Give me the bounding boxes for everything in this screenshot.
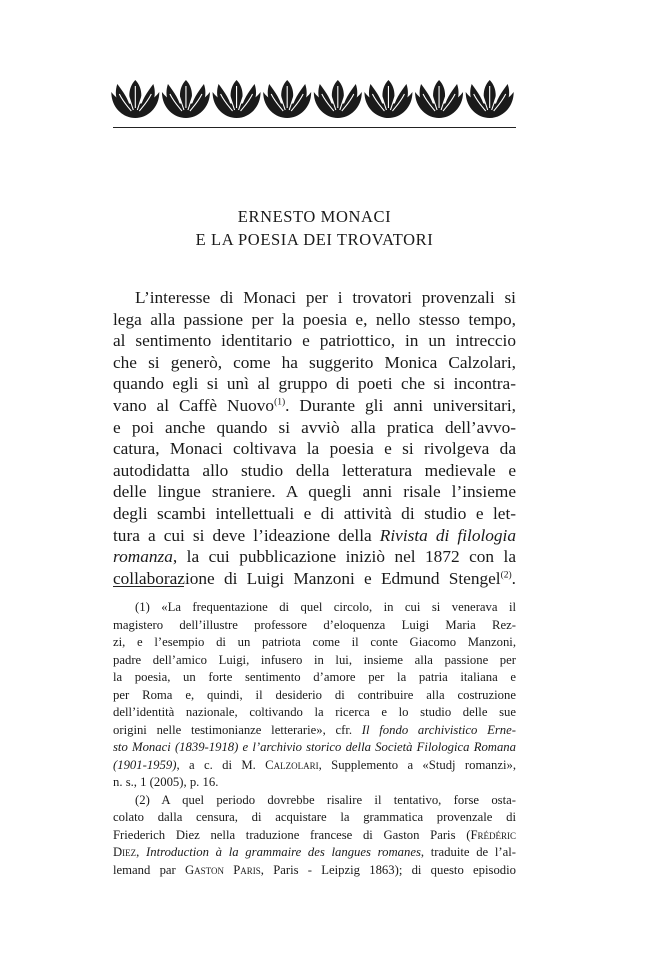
journal-title-italic: romanza [113, 547, 173, 567]
lotus-flower-icon [466, 80, 514, 118]
body-text-run: vano al Caffè Nuovo [113, 395, 275, 415]
footnotes [113, 599, 516, 879]
footnote-text-run: , Supplemento a «Studj romanzi», [318, 757, 517, 772]
body-text-run: . [511, 568, 516, 588]
footnote-text-run: , [136, 845, 147, 859]
body-line: delle lingue straniere. A quegli anni risale l’insieme [113, 482, 516, 502]
body-line [113, 546, 516, 568]
body-line: quando egli si unì al gruppo di poeti che si incontra- [113, 374, 516, 394]
body-line [113, 395, 516, 417]
footnote-1-line [113, 739, 516, 757]
footnote-text-run: «La frequentazione di quel circolo, in cui si venerava il [161, 600, 517, 614]
footnote-2-mark: (2) [135, 792, 150, 807]
footnote-1-line: padre dell’amico Luigi, infusero in lui, insieme alla passione per [113, 652, 516, 667]
footnote-text-run: origini nelle testimonianze letterarie», cfr. [113, 722, 362, 737]
ornament-band [110, 78, 515, 120]
footnote-ref-1[interactable]: (1) [274, 397, 286, 408]
body-line: catura, Monaci coltivava la poesia e si rivolgeva da [113, 439, 516, 459]
footnote-2-line [113, 862, 516, 880]
title-line-2: E LA POESIA DEI TROVATORI [195, 230, 434, 249]
cited-title-italic: Il fondo archivistico Erne- [361, 722, 516, 737]
cited-title-italic: sto Monaci (1839-1918) e l’archivio storico della Società Filologica Romana [113, 740, 516, 754]
footnote-1-line: dell’identità nazionale, coltivando la ricerca e lo studio delle sue [113, 705, 516, 719]
footnote-1-line [113, 757, 516, 775]
footnote-text-run: , Paris - Leipzig 1863); di questo episodio [260, 862, 517, 877]
author-small-caps: Calzolari [265, 757, 319, 772]
body-text-run: tura a cui si deve l’ideazione della [113, 525, 380, 545]
body-line [113, 525, 516, 547]
footnote-1-line: zi, e l’esempio di un patriota come il conte Giacomo Manzoni, [113, 635, 516, 649]
footnote-text-run: Friederich Diez nella traduzione francese di Gaston Paris ( [113, 827, 471, 842]
footnote-separator [113, 586, 184, 587]
title-line-1: ERNESTO MONACI [237, 207, 392, 226]
journal-title-italic: Rivista di filologia [379, 525, 516, 545]
footnote-1-line: n. s., 1 (2005), p. 16. [113, 775, 219, 789]
cited-title-italic: Introduction à la grammaire des langues romanes [146, 845, 421, 859]
footnote-1-line [113, 722, 516, 740]
footnote-text-run: lemand par [113, 862, 185, 877]
lotus-flower-icon [213, 80, 261, 118]
body-line: e poi anche quando si avviò alla pratica dell’avvo- [113, 417, 516, 437]
body-line: L’interesse di Monaci per i trovatori provenzali si [135, 288, 516, 307]
lotus-flower-icon [364, 80, 412, 118]
author-small-caps: Frédéric [470, 827, 516, 842]
footnote-2-line [113, 792, 516, 810]
footnote-1-line: magistero dell’illustre professore d’eloquenza Luigi Maria Rez- [113, 617, 516, 632]
footnote-text-run: , traduite de l’al- [420, 845, 517, 859]
body-paragraph [113, 287, 516, 589]
body-line: al sentimento identitario e patriottico, in un intreccio [113, 331, 516, 351]
footnote-2-line: colato dalla censura, di acquistare la grammatica provenzale di [113, 810, 516, 824]
lotus-flower-icon [162, 80, 210, 118]
footnote-1-line: per Roma e, quindi, il desiderio di contribuire alla costruzione [113, 687, 516, 702]
lotus-flower-icon [263, 80, 311, 118]
footnote-1-line [113, 599, 516, 617]
body-line: degli scambi intellettuali e di attività di studio e let- [113, 503, 516, 523]
lotus-ornament-row [110, 78, 515, 120]
footnote-1-line: la poesia, un forte sentimento d’amore per la patria italiana e [113, 670, 516, 684]
footnote-1-mark: (1) [135, 600, 150, 614]
footnote-2-line [113, 844, 516, 862]
body-line: lega alla passione per la poesia e, nello stesso tempo, [113, 309, 516, 329]
footnote-2-line [113, 827, 516, 845]
chapter-title [113, 205, 516, 251]
body-text-run: collaborazione di Luigi Manzoni e Edmund Stengel [113, 568, 501, 588]
author-small-caps: Gaston Paris [185, 862, 261, 877]
author-small-caps: Diez [113, 845, 137, 859]
lotus-flower-icon [314, 80, 362, 118]
body-text-run: . Durante gli anni universitari, [285, 395, 516, 415]
lotus-flower-icon [111, 80, 159, 118]
header-rule [113, 127, 516, 128]
body-line: che si generò, come ha suggerito Monica Calzolari, [113, 352, 516, 372]
body-line: autodidatta allo studio della letteratura medievale e [113, 460, 516, 480]
footnote-ref-2[interactable]: (2) [500, 570, 512, 581]
footnote-text-run: A quel periodo dovrebbe risalire il tentativo, forse osta- [161, 792, 516, 807]
lotus-flower-icon [415, 80, 463, 118]
cited-title-italic: (1901-1959) [113, 757, 177, 772]
footnote-text-run: , a c. di M. [176, 757, 266, 772]
body-text-run: , la cui pubblicazione iniziò nel 1872 con la [172, 547, 516, 567]
